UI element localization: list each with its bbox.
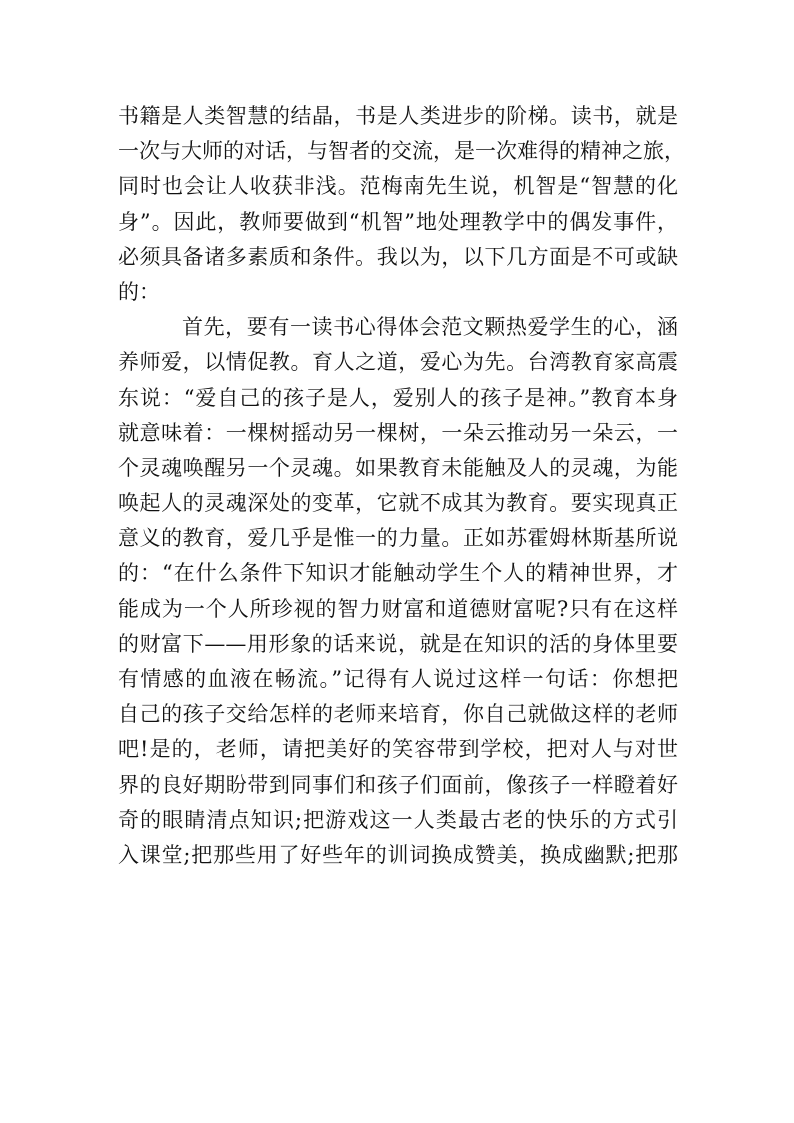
paragraph-2-line-1: 首先，要有一读书心得体会范文颗热爱学生的心，涵 [182, 315, 678, 340]
paragraph-2-line-7: 意义的教育，爱几乎是惟一的力量。正如苏霍姆林斯基所说 [118, 526, 678, 551]
paragraph-1-line-3: 同时也会让人收获非浅。范梅南先生说，机智是“智慧的化 [118, 174, 678, 199]
paragraph-2-line-14: 界的良好期盼带到同事们和孩子们面前，像孩子一样瞪着好 [118, 772, 678, 797]
paragraph-2-line-9: 能成为一个人所珍视的智力财富和道德财富呢?只有在这样 [118, 596, 678, 621]
paragraph-2-line-3: 东说：“爱自己的孩子是人，爱别人的孩子是神。”教育本身 [118, 385, 678, 410]
paragraph-2-line-5: 个灵魂唤醒另一个灵魂。如果教育未能触及人的灵魂，为能 [118, 455, 678, 480]
paragraph-2-line-6: 唤起人的灵魂深处的变革，它就不成其为教育。要实现真正 [118, 491, 678, 516]
paragraph-1-line-6: 的： [118, 279, 160, 304]
paragraph-1-line-4: 身”。因此，教师要做到“机智”地处理教学中的偶发事件， [118, 209, 678, 234]
paragraph-2-line-15: 奇的眼睛清点知识;把游戏这一人类最古老的快乐的方式引 [118, 807, 678, 832]
paragraph-2-line-11: 有情感的血液在畅流。”记得有人说过这样一句话：你想把 [118, 667, 678, 691]
paragraph-2-line-16: 入课堂;把那些用了好些年的训词换成赞美，换成幽默;把那 [118, 842, 678, 867]
paragraph-2-line-2: 养师爱，以情促教。育人之道，爱心为先。台湾教育家高震 [118, 350, 678, 375]
paragraph-2-line-8: 的：“在什么条件下知识才能触动学生个人的精神世界，才 [118, 561, 678, 586]
paragraph-2-line-13: 吧!是的，老师，请把美好的笑容带到学校，把对人与对世 [118, 737, 678, 762]
paragraph-1-line-2: 一次与大师的对话，与智者的交流，是一次难得的精神之旅， [118, 139, 685, 164]
paragraph-2-line-4: 就意味着：一棵树摇动另一棵树，一朵云推动另一朵云，一 [118, 420, 678, 445]
paragraph-2-line-10: 的财富下——用形象的话来说，就是在知识的活的身体里要 [118, 631, 678, 656]
paragraph-2-line-12: 自己的孩子交给怎样的老师来培育，你自己就做这样的老师 [118, 702, 678, 727]
document-body [118, 99, 685, 873]
paragraph-1-line-1: 书籍是人类智慧的结晶，书是人类进步的阶梯。读书，就是 [118, 104, 678, 128]
paragraph-1-line-5: 必须具备诸多素质和条件。我以为，以下几方面是不可或缺 [118, 244, 678, 269]
